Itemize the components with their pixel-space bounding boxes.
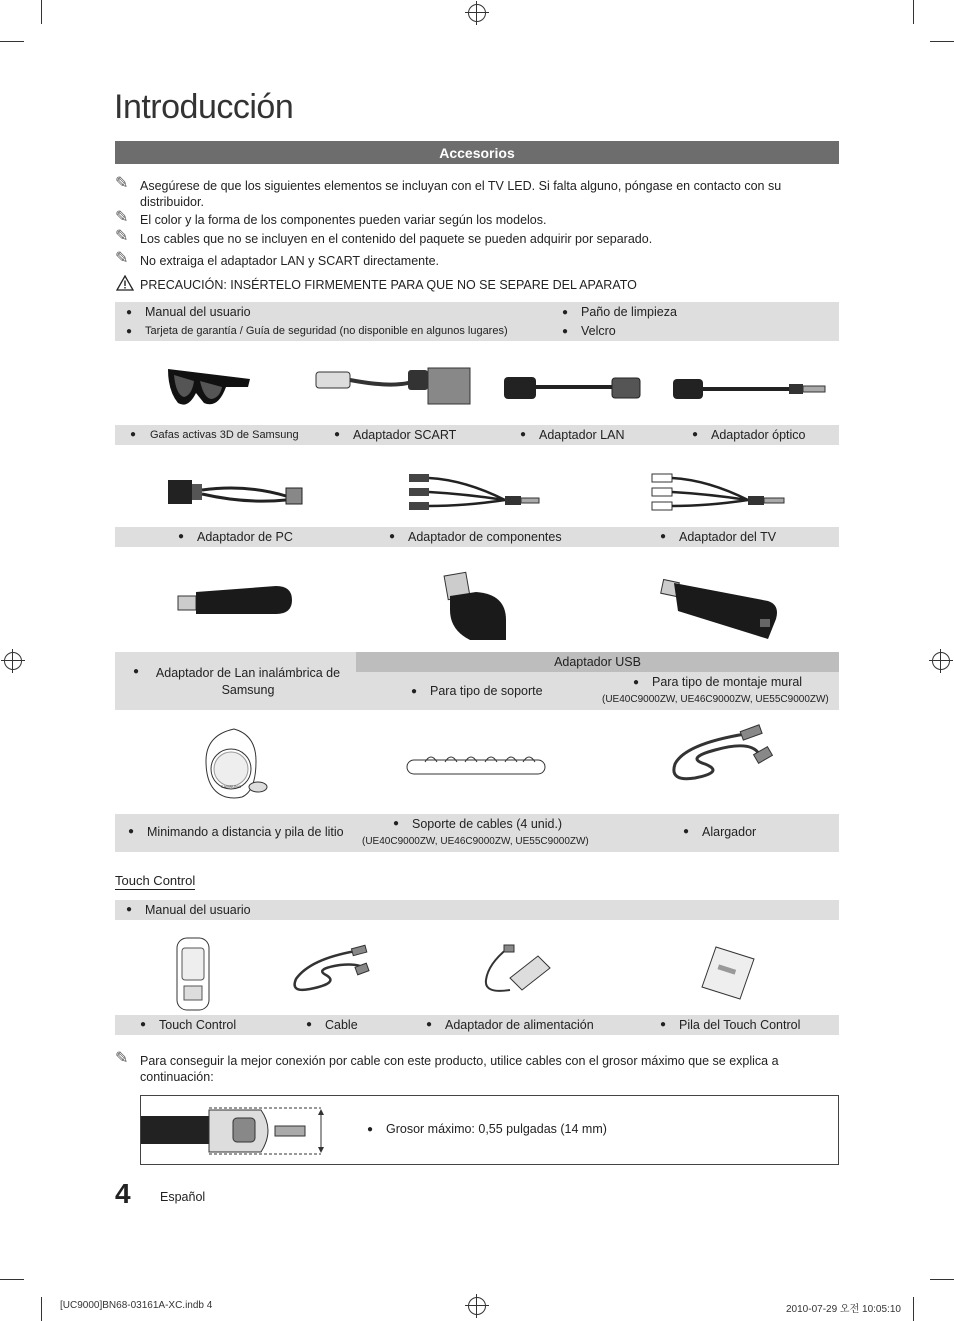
note-pencil-icon: ✎: [115, 175, 129, 192]
tv-adapter-image: [648, 470, 793, 516]
battery-pack-image: [700, 945, 756, 1001]
touch-cable-image: [290, 945, 370, 997]
accessory-label: Adaptador de alimentación: [445, 1018, 594, 1032]
footer-timestamp: 2010-07-29 오전 10:05:10: [786, 1304, 901, 1315]
caution-text: PRECAUCIÓN: INSÉRTELO FIRMEMENTE PARA QUE NO SE SEPARE DEL APARATO: [140, 278, 637, 292]
bullet-icon: ●: [426, 1019, 433, 1030]
bullet-icon: ●: [520, 429, 527, 440]
accessory-label: Adaptador LAN: [539, 428, 625, 442]
registration-mark-icon: [468, 4, 486, 22]
bullet-icon: ●: [306, 1019, 313, 1030]
list-item: Tarjeta de garantía / Guía de seguridad (no disponible en algunos lugares): [145, 325, 508, 337]
crop-mark: [930, 1279, 954, 1280]
accessory-label: Soporte de cables (4 unid.): [412, 817, 563, 831]
model-list: (UE40C9000ZW, UE46C9000ZW, UE55C9000ZW): [362, 836, 589, 847]
bullet-icon: ●: [692, 429, 699, 440]
accessory-label: Minimando a distancia y pila de litio: [147, 825, 344, 839]
crop-mark: [930, 41, 954, 42]
note-pencil-icon: ✎: [115, 209, 129, 226]
accessory-label: Adaptador de Lan inalámbrica de Samsung: [155, 666, 341, 697]
bullet-icon: ●: [334, 429, 341, 440]
bullet-icon: ●: [562, 307, 569, 318]
accessory-label: Alargador: [702, 825, 757, 839]
usb-stand-adapter-image: [440, 570, 508, 644]
bullet-icon: ●: [130, 429, 137, 440]
bullet-icon: ●: [126, 307, 133, 318]
pc-adapter-image: [166, 470, 306, 514]
wireless-lan-adapter-image: [176, 582, 294, 622]
registration-mark-icon: [4, 652, 22, 670]
thickness-text: Grosor máximo: 0,55 pulgadas (14 mm): [386, 1122, 607, 1136]
note-pencil-icon: ✎: [115, 250, 129, 267]
bullet-icon: ●: [660, 1019, 667, 1030]
optical-adapter-image: [671, 375, 831, 405]
list-item: Paño de limpieza: [581, 305, 677, 319]
power-adapter-image: [480, 944, 552, 996]
footer-filename: [UC9000]BN68-03161A-XC.indb 4: [60, 1300, 213, 1311]
accessory-label: Adaptador de componentes: [408, 530, 562, 544]
bullet-icon: ●: [128, 826, 135, 837]
bullet-icon: ●: [562, 326, 569, 337]
note: [115, 175, 839, 210]
crop-mark: [913, 0, 914, 24]
page-number: 4: [115, 1178, 131, 1209]
bullet-icon: ●: [178, 531, 185, 542]
bullet-icon: ●: [133, 666, 140, 677]
cable-thickness-box: [140, 1095, 839, 1165]
accessory-label: Pila del Touch Control: [679, 1018, 801, 1032]
accessory-label: Adaptador óptico: [711, 428, 806, 442]
accessory-label: Gafas activas 3D de Samsung: [150, 429, 299, 441]
component-adapter-image: [405, 470, 545, 516]
crop-mark: [0, 41, 24, 42]
bullet-icon: ●: [389, 531, 396, 542]
note-text: Para conseguir la mejor conexión por cable con este producto, utilice cables con el grosor máximo que se explica a continuación:: [140, 1054, 779, 1084]
note-text: Asegúrese de que los siguientes elementos se incluyan con el TV LED. Si falta alguno, póngase en contacto con su distribuidor.: [140, 179, 782, 209]
crop-mark: [41, 0, 42, 24]
note: [115, 1050, 839, 1085]
list-item: Manual del usuario: [145, 305, 251, 319]
accessory-label: Adaptador del TV: [679, 530, 777, 544]
note-text: El color y la forma de los componentes pueden variar según los modelos.: [140, 213, 547, 227]
bullet-icon: ●: [411, 686, 418, 697]
note-pencil-icon: ✎: [115, 1050, 129, 1067]
note-text: No extraiga el adaptador LAN y SCART directamente.: [140, 254, 439, 268]
extension-cable-image: [665, 724, 773, 794]
bullet-icon: ●: [140, 1019, 147, 1030]
bullet-icon: ●: [126, 326, 133, 337]
bullet-icon: ●: [393, 818, 400, 829]
note-text: Los cables que no se incluyen en el contenido del paquete se pueden adquirir por separado.: [140, 232, 653, 246]
accessory-label: Para tipo de montaje mural: [652, 675, 803, 689]
accessory-label: Touch Control: [159, 1018, 237, 1032]
accessory-label: Cable: [325, 1018, 358, 1032]
caution-triangle-icon: [116, 275, 134, 291]
touch-control-heading: Touch Control: [115, 873, 196, 888]
accessory-label: Para tipo de soporte: [430, 684, 543, 698]
bullet-icon: ●: [633, 677, 640, 688]
bullet-icon: ●: [660, 531, 667, 542]
scart-adapter-image: [312, 366, 472, 410]
bullet-icon: ●: [126, 904, 133, 915]
language-label: Español: [160, 1190, 206, 1204]
cable-thickness-diagram: [141, 1106, 331, 1158]
crop-mark: [913, 1297, 914, 1321]
bullet-icon: ●: [367, 1124, 374, 1135]
cable-holder-image: [405, 752, 549, 784]
note-pencil-icon: ✎: [115, 228, 129, 245]
accessory-label: Adaptador SCART: [353, 428, 457, 442]
remote-control-image: [200, 727, 270, 801]
touch-control-image: [175, 936, 211, 1012]
crop-mark: [0, 1279, 24, 1280]
registration-mark-icon: [468, 1297, 486, 1315]
usb-wall-adapter-image: [660, 575, 782, 645]
registration-mark-icon: [932, 652, 950, 670]
usb-header-label: Adaptador USB: [554, 655, 641, 669]
crop-mark: [41, 1297, 42, 1321]
3d-glasses-image: [166, 365, 256, 415]
list-item: Velcro: [581, 324, 616, 338]
accessory-label: Adaptador de PC: [197, 530, 293, 544]
lan-adapter-image: [502, 375, 642, 405]
accessory-label: Manual del usuario: [145, 903, 251, 917]
page-title: Introducción: [114, 88, 294, 126]
bullet-icon: ●: [683, 826, 690, 837]
samsung-logo: SAMSUNG: [220, 784, 242, 789]
section-header: Accesorios: [115, 141, 839, 164]
model-list: (UE40C9000ZW, UE46C9000ZW, UE55C9000ZW): [602, 694, 829, 705]
